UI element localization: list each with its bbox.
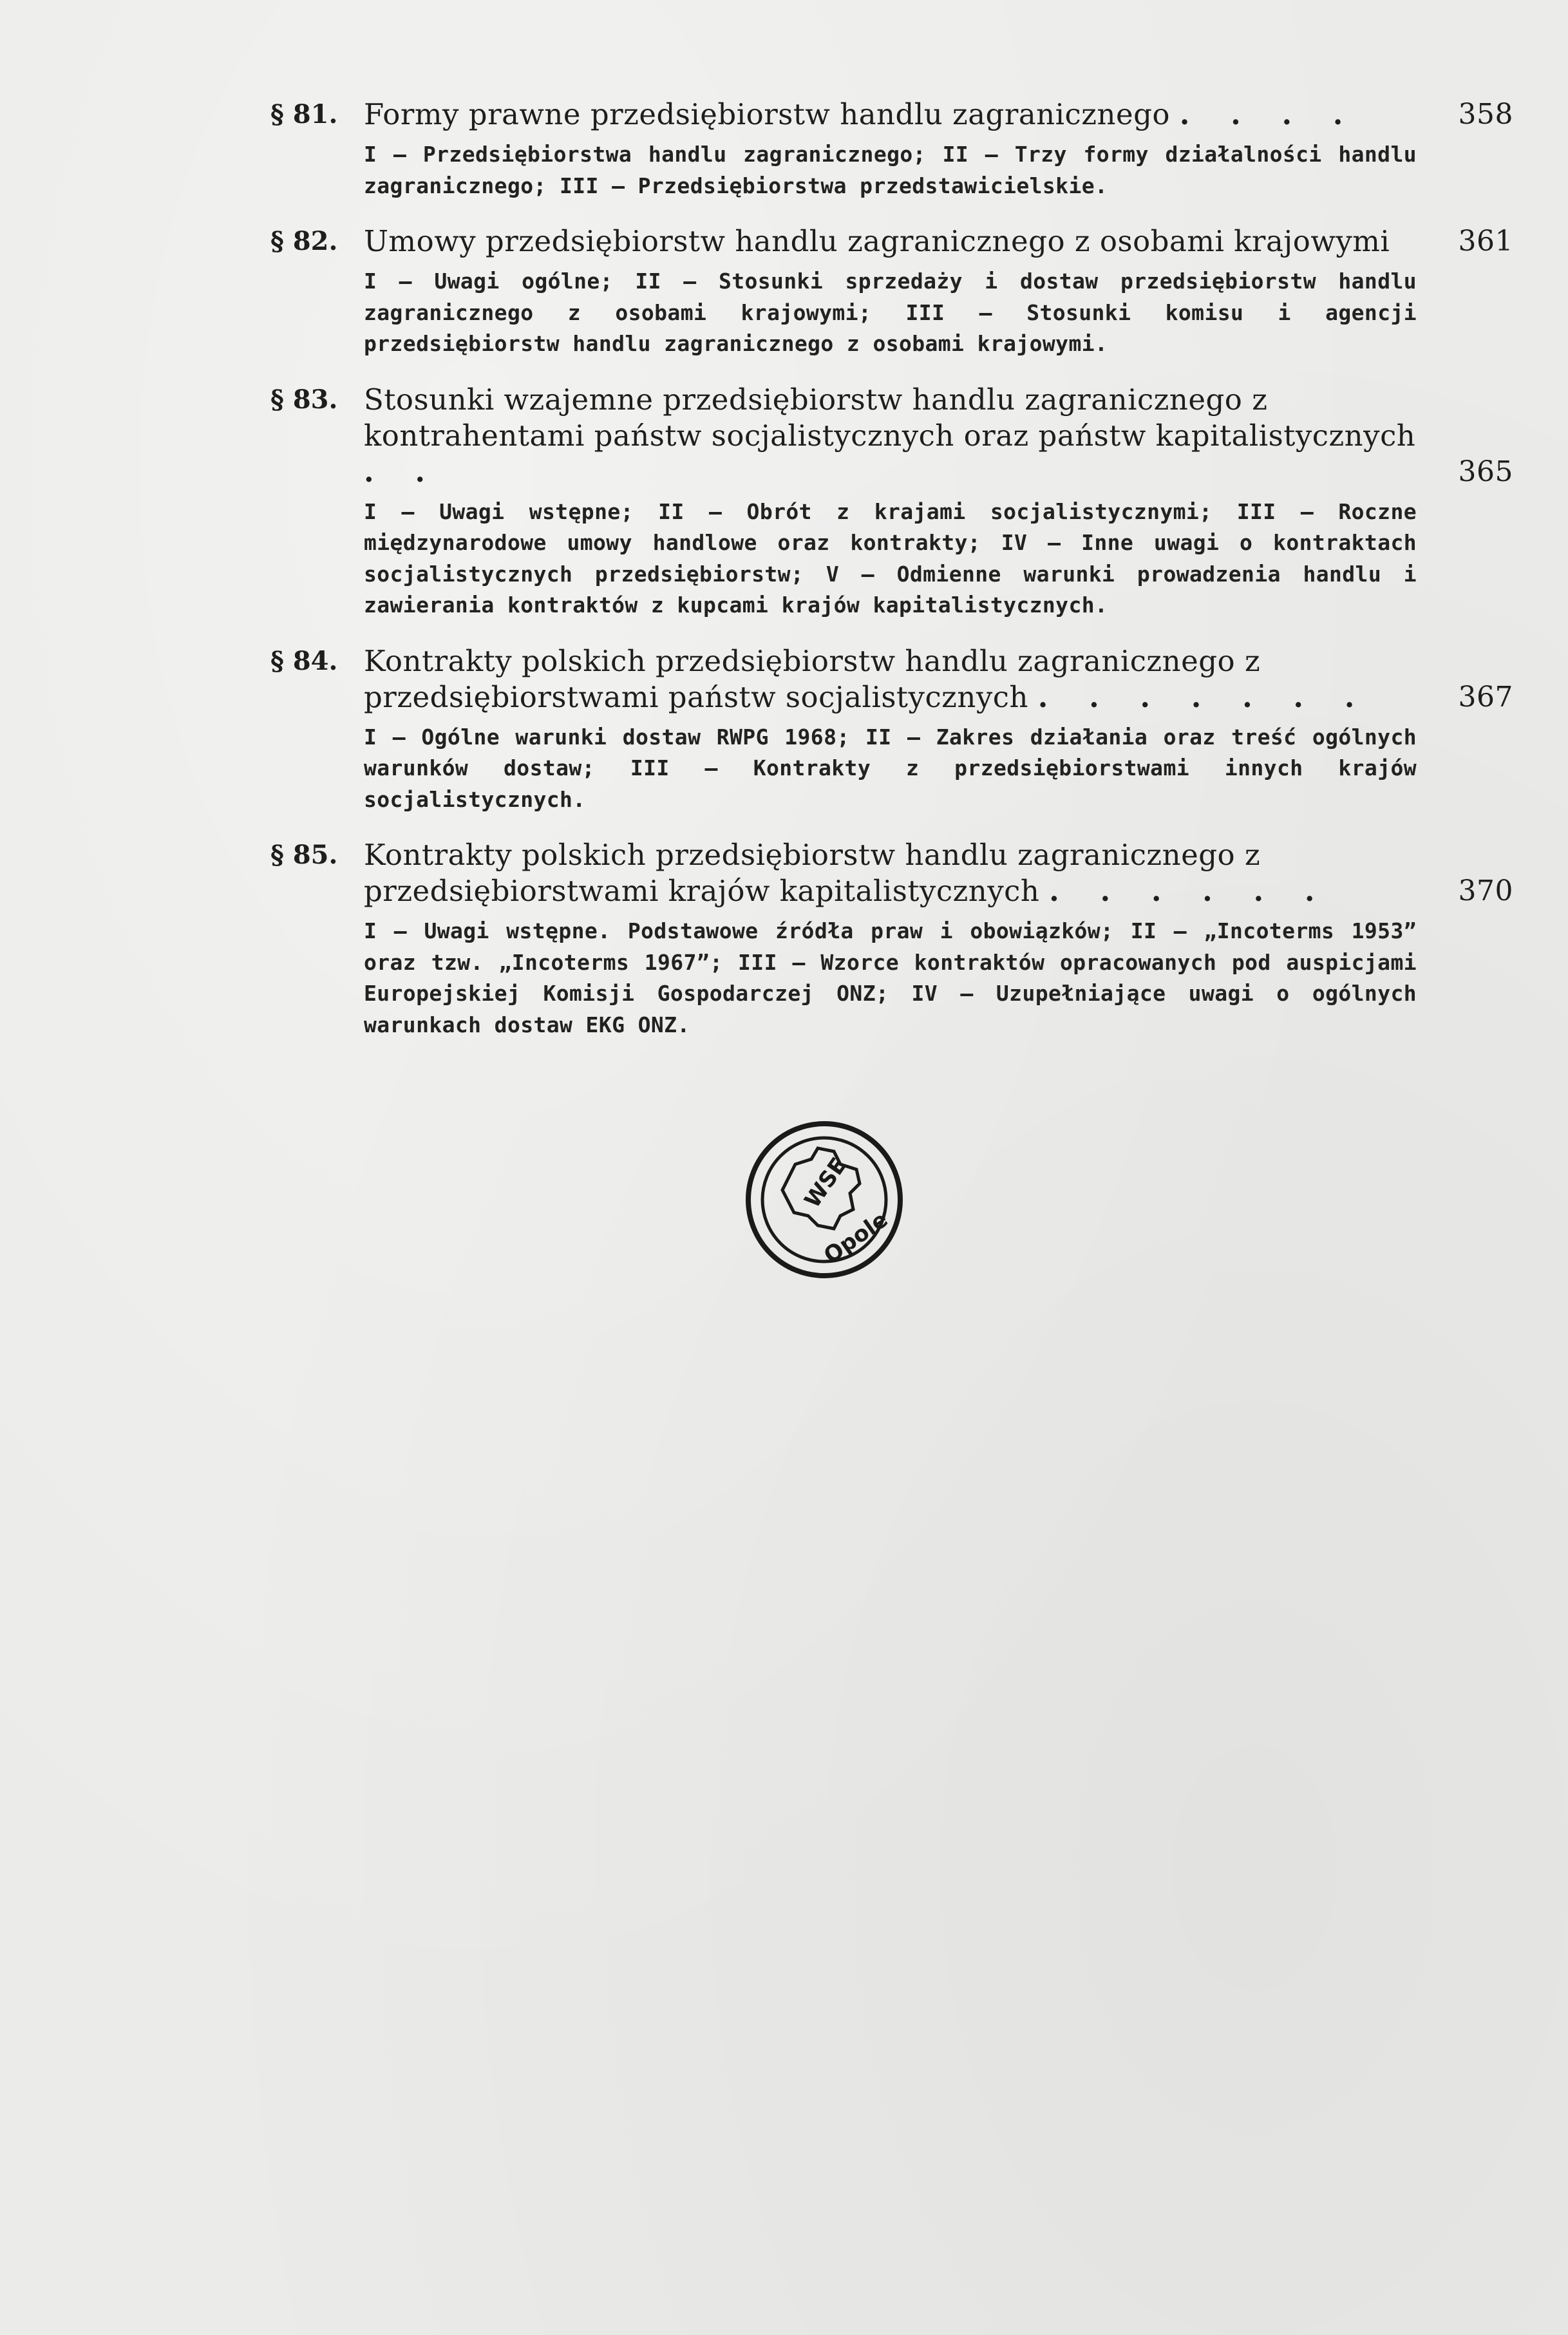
stamp-text-bottom: Opole — [819, 1206, 893, 1269]
toc-entry-82 — [270, 223, 1513, 360]
section-number: § 81. — [270, 99, 338, 129]
page-number: 361 — [1458, 225, 1513, 258]
section-number: § 83. — [270, 384, 338, 415]
toc-entry-84 — [270, 643, 1513, 816]
toc-entry-heading — [270, 97, 1513, 133]
library-stamp — [744, 1119, 905, 1280]
section-number: § 82. — [270, 226, 338, 256]
page-number: 358 — [1458, 98, 1513, 131]
section-summary: I — Ogólne warunki dostaw RWPG 1968; II — Zakres działania oraz treść ogólnych warunków dostaw; III — Kontrakty z przedsiębiorstwami innych krajów socjalistycznych. — [364, 724, 1417, 812]
section-title: Formy prawne przedsiębiorstw handlu zagranicznego — [364, 97, 1170, 131]
section-summary: I — Uwagi wstępne; II — Obrót z krajami socjalistycznymi; III — Roczne międzynarodowe umowy handlowe oraz kontrakty; IV — Inne uwagi o kontraktach socjalistycznych przedsiębiorstw; V — Odmienne warunki prowadzenia handlu i zawierania kontraktów z kupcami krajów kapitalistycznych. — [364, 498, 1417, 618]
section-title: Kontrakty polskich przedsiębiorstw handlu zagranicznego z przedsiębiorstwami krajów kapitalistycznych — [364, 838, 1261, 908]
leader-dots: . . — [364, 454, 440, 489]
section-title: Umowy przedsiębiorstw handlu zagranicznego z osobami krajowymi — [364, 224, 1390, 258]
section-title: Stosunki wzajemne przedsiębiorstw handlu zagranicznego z kontrahentami państw socjalistycznych oraz państw kapitalistycznych — [364, 382, 1416, 453]
section-summary: I — Przedsiębiorstwa handlu zagranicznego; II — Trzy formy działalności handlu zagranicznego; III — Przedsiębiorstwa przedstawicielskie. — [364, 142, 1417, 198]
section-number: § 85. — [270, 840, 338, 870]
section-summary: I — Uwagi wstępne. Podstawowe źródła praw i obowiązków; II — „Incoterms 1953” oraz tzw. „Incoterms 1967”; III — Wzorce kontraktów opracowanych pod auspicjami Europejskiej Komisji Gospodarczej ONZ; IV — Uzupełniające uwagi o ogólnych warunkach dostaw EKG ONZ. — [364, 918, 1417, 1037]
toc-entry-85 — [270, 837, 1513, 1041]
page-number: 365 — [1458, 455, 1513, 488]
section-number: § 84. — [270, 645, 338, 676]
page-number: 370 — [1458, 874, 1513, 907]
toc-entry-81 — [270, 97, 1513, 202]
toc-entry-83 — [270, 382, 1513, 621]
table-of-contents — [270, 97, 1513, 1063]
toc-entry-heading — [270, 223, 1513, 260]
toc-entry-heading — [270, 382, 1513, 490]
leader-dots: . . . . . . — [1049, 874, 1330, 908]
section-title: Kontrakty polskich przedsiębiorstw handlu zagranicznego z przedsiębiorstwami państw socjalistycznych — [364, 643, 1261, 714]
stamp-text-top: WSE — [799, 1153, 853, 1213]
leader-dots: . . . . — [1179, 97, 1359, 131]
toc-entry-heading — [270, 837, 1513, 909]
page-number: 367 — [1458, 680, 1513, 714]
toc-entry-heading — [270, 643, 1513, 715]
leader-dots: . . . . . . . — [1037, 679, 1370, 714]
section-summary: I — Uwagi ogólne; II — Stosunki sprzedaży i dostaw przedsiębiorstw handlu zagranicznego z osobami krajowymi; III — Stosunki komisu i agencji przedsiębiorstw handlu zagranicznego z osobami krajowymi. — [364, 269, 1417, 356]
